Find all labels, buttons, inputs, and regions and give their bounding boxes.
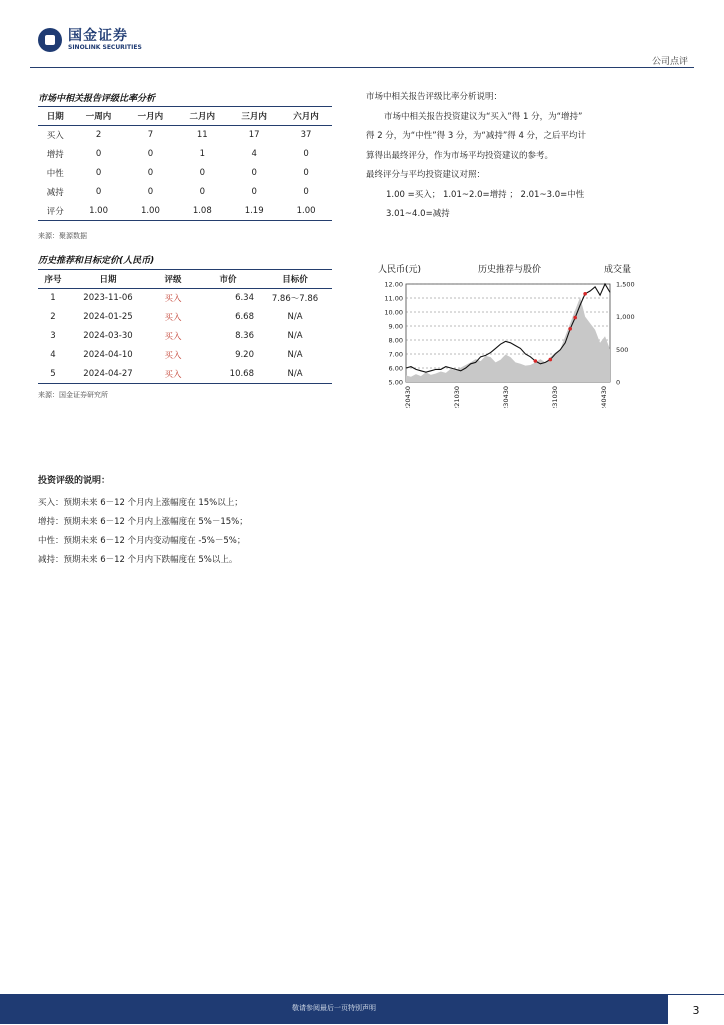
x-tick-label: 221030: [453, 386, 461, 408]
table-cell: N/A: [287, 331, 303, 341]
table-cell: 0: [251, 168, 257, 178]
page-number: 3: [668, 994, 724, 1025]
history-recommendation-table: [38, 269, 332, 384]
rating-explain-line: 减持：预期未来 6－12 个月内下跌幅度在 5%以上。: [38, 555, 238, 565]
table-cell: N/A: [287, 312, 303, 322]
table-cell: 8.36: [235, 331, 254, 341]
y2-tick-label: 500: [616, 345, 629, 354]
explanation-line: 得 2 分，为“中性”得 3 分，为“减持”得 4 分，之后平均计: [366, 131, 587, 141]
table-cell: 6.68: [235, 312, 254, 322]
col-header: 一月内: [137, 112, 164, 122]
table-cell: 1: [50, 293, 56, 304]
table-cell: 4: [50, 350, 56, 360]
y-tick-label: 10.00: [384, 308, 403, 317]
table-row: [38, 365, 332, 384]
table-cell: 17: [248, 130, 260, 141]
table-cell: 减持: [46, 188, 64, 198]
table-cell: 0: [95, 187, 102, 197]
rating-cell: 买入: [164, 332, 182, 342]
table-cell: 2024-04-27: [83, 368, 133, 379]
y-tick-label: 11.00: [384, 294, 403, 303]
explanation-line: 市场中相关报告投资建议为“买入”得 1 分，为“增持”: [384, 111, 583, 122]
x-tick-label: 240430: [600, 386, 608, 408]
x-tick-label: 220430: [404, 386, 412, 408]
table-cell: 1: [199, 149, 205, 159]
history-table-source: 来源：国金证券研究所: [38, 391, 108, 399]
table-cell: 0: [147, 187, 154, 197]
explanation-line: 最终评分与平均投资建议对照：: [366, 170, 486, 180]
rating-table-title: 市场中相关报告评级比率分析: [38, 94, 156, 104]
explanation-line: 1.00 =买入； 1.01~2.0=增持 ； 2.01~3.0=中性: [386, 189, 585, 200]
table-cell: 37: [300, 130, 312, 141]
explanation-title: 市场中相关报告评级比率分析说明：: [366, 92, 503, 102]
footer-disclaimer: 敬请参阅最后一页特别声明: [292, 1004, 376, 1012]
table-cell: 0: [199, 168, 205, 178]
price-history-chart: [372, 258, 636, 408]
rating-cell: 买入: [164, 294, 182, 305]
table-cell: 0: [95, 149, 102, 159]
table-cell: 3: [50, 331, 56, 341]
y2-tick-label: 1,000: [616, 313, 635, 322]
y-tick-label: 12.00: [384, 280, 403, 289]
table-cell: 5: [50, 368, 56, 379]
col-header: 六月内: [293, 112, 319, 122]
header-divider: [30, 67, 694, 68]
table-cell: N/A: [287, 350, 303, 360]
table-row: [38, 308, 332, 327]
rating-ratio-table: [38, 106, 332, 221]
table-cell: 2: [50, 312, 56, 322]
table-row: [38, 145, 332, 164]
chart-svg: [372, 258, 636, 408]
rating-cell: 买入: [164, 313, 182, 323]
table-cell: 11: [196, 130, 208, 141]
company-logo: [38, 28, 142, 52]
table-cell: 6.34: [235, 293, 254, 304]
table-cell: 0: [199, 187, 205, 197]
recommend-marker: [534, 359, 538, 363]
x-tick-label: 230430: [502, 386, 510, 408]
table-cell: 7: [147, 130, 154, 141]
table-row: [38, 289, 332, 308]
table-cell: 2023-11-06: [83, 293, 133, 304]
table-row: [38, 346, 332, 365]
y-tick-label: 6.00: [388, 364, 403, 373]
table-cell: 0: [303, 168, 309, 178]
table-cell: 0: [95, 168, 102, 178]
table-cell: 0: [303, 149, 309, 159]
table-row: [38, 126, 332, 145]
y2-axis-title: 成交量: [604, 265, 632, 275]
rating-explain-title: 投资评级的说明：: [38, 476, 111, 486]
logo-icon: [38, 28, 62, 52]
recommend-marker: [568, 327, 572, 331]
table-cell: 9.20: [235, 350, 254, 360]
table-cell: 买入: [46, 131, 64, 142]
score-row: [38, 202, 332, 221]
table-cell: N/A: [287, 368, 303, 379]
col-header: 日期: [99, 275, 117, 285]
x-tick-label: 231030: [551, 386, 559, 408]
rating-cell: 买入: [164, 351, 182, 361]
y-tick-label: 8.00: [388, 336, 403, 345]
table-cell: 增持: [46, 150, 64, 160]
col-header: 二月内: [189, 112, 216, 122]
col-header: 日期: [46, 112, 64, 122]
rating-explain-line: 买入：预期未来 6－12 个月内上涨幅度在 15%以上；: [38, 498, 243, 508]
rating-explain-line: 增持：预期未来 6－12 个月内上涨幅度在 5%－15%；: [38, 517, 248, 527]
table-cell: 1.00: [296, 205, 316, 216]
col-header: 三月内: [241, 112, 267, 122]
table-cell: 0: [251, 187, 257, 197]
col-header: 目标价: [282, 275, 308, 285]
table-cell: 2: [95, 130, 102, 141]
explanation-line: 3.01~4.0=减持: [386, 209, 450, 219]
recommend-marker: [548, 358, 552, 362]
y2-tick-label: 0: [616, 378, 621, 387]
rating-table-source: 来源：聚源数据: [38, 232, 87, 240]
table-cell: 1.08: [192, 205, 212, 216]
explanation-line: 算得出最终评分，作为市场平均投资建议的参考。: [366, 150, 554, 161]
logo-en: SINOLINK SECURITIES: [68, 44, 142, 51]
y-tick-label: 9.00: [388, 322, 403, 331]
table-cell: 1.00: [89, 205, 108, 216]
table-cell: 4: [251, 149, 257, 159]
table-cell: 0: [147, 149, 154, 159]
table-row: [38, 164, 332, 183]
col-header: 市价: [219, 275, 237, 285]
table-cell: 2024-03-30: [83, 331, 133, 341]
recommend-marker: [583, 292, 587, 296]
doc-type: 公司点评: [651, 57, 688, 67]
table-cell: 2024-04-10: [83, 350, 133, 360]
y2-tick-label: 1,500: [616, 280, 635, 289]
table-cell: 中性: [46, 169, 64, 179]
rating-cell: 买入: [164, 369, 182, 380]
logo-cn: 国金证券: [68, 28, 128, 44]
col-header: 评级: [164, 275, 182, 285]
table-cell: 0: [303, 187, 309, 197]
table-cell: 10.68: [229, 368, 254, 379]
rating-explain-line: 中性：预期未来 6－12 个月内变动幅度在 -5%－5%；: [38, 536, 246, 546]
y-tick-label: 7.00: [388, 350, 403, 359]
chart-title: 历史推荐与股价: [478, 265, 542, 275]
history-table-title: 历史推荐和目标定价(人民币): [38, 256, 155, 266]
col-header: 序号: [44, 275, 62, 285]
recommend-marker: [573, 316, 577, 320]
table-row: [38, 183, 332, 202]
y-axis-title: 人民币(元): [378, 265, 422, 275]
explanation-block: [366, 88, 666, 225]
col-header: 一周内: [85, 112, 112, 122]
table-cell: 2024-01-25: [83, 312, 133, 322]
table-row: [38, 327, 332, 346]
table-cell: 1.00: [140, 205, 160, 216]
table-cell: 评分: [46, 206, 64, 217]
table-cell: 1.19: [244, 205, 264, 216]
table-cell: 0: [147, 168, 154, 178]
table-cell: 7.86～7.86: [271, 294, 319, 305]
y-tick-label: 5.00: [388, 378, 403, 387]
